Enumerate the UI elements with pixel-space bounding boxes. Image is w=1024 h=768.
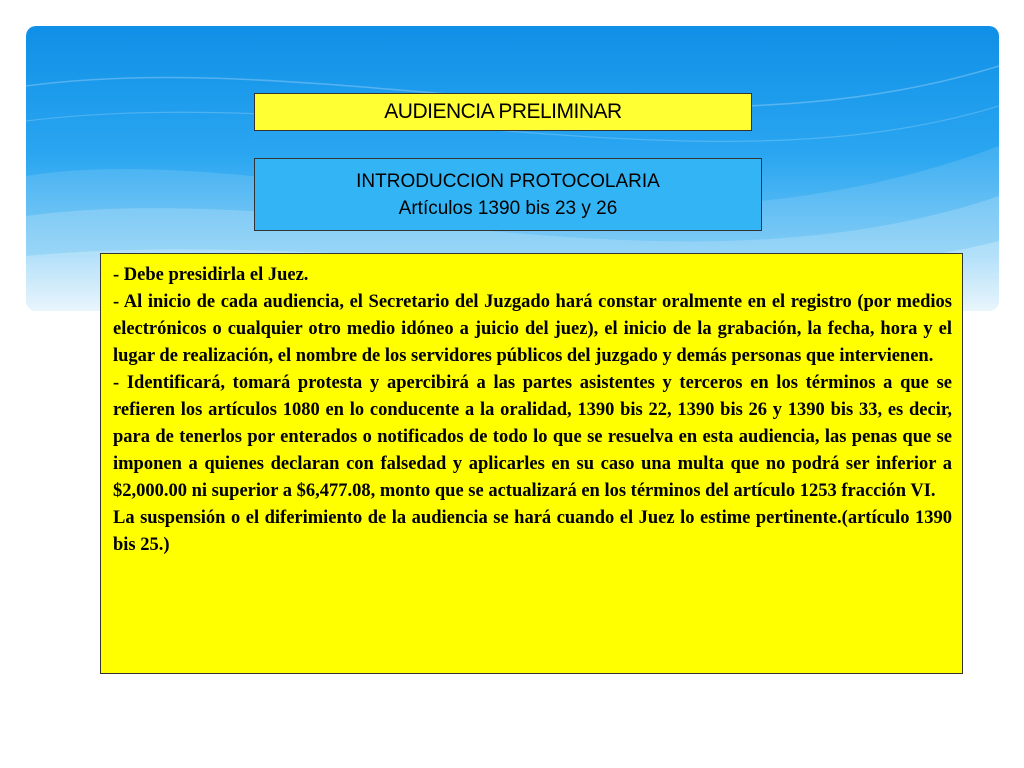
content-box: [100, 253, 963, 674]
subtitle-line-2: Artículos 1390 bis 23 y 26: [398, 197, 618, 219]
subtitle-line-1: INTRODUCCION PROTOCOLARIA: [356, 170, 660, 192]
slide-subtitle-box: [254, 158, 762, 231]
paragraph-presidir: - Debe presidirla el Juez.: [113, 265, 309, 285]
slide-title-box: [254, 93, 752, 131]
paragraph-inicio-audiencia: - Al inicio de cada audiencia, el Secretario del Juzgado hará constar oralmente en el registro (por medios electrónicos o cualquier otro medio idóneo a juicio del juez), el inicio de la grabación, la fecha, hora y el lugar de realización, el nombre de los servidores públicos del juzgado y demás personas que intervienen.: [113, 292, 952, 366]
paragraph-identificara: - Identificará, tomará protesta y apercibirá a las partes asistentes y terceros en los términos a que se refieren los artículos 1080 en lo conducente a la oralidad, 1390 bis 22, 1390 bis 26 y 1390 bis 33, es decir, para de tenerlos por enterados o notificados de todo lo que se resuelva en esta audiencia, las penas que se imponen a quienes declaran con falsedad y aplicarles en su caso una multa que no podrá ser inferior a $2,000.00 ni superior a $6,477.08, monto que se actualizará en los términos del artículo 1253 fracción VI.: [113, 373, 952, 501]
paragraph-suspension: La suspensión o el diferimiento de la audiencia se hará cuando el Juez lo estime pertinente.(artículo 1390 bis 25.): [113, 508, 952, 555]
slide-title: AUDIENCIA PRELIMINAR: [384, 100, 622, 123]
